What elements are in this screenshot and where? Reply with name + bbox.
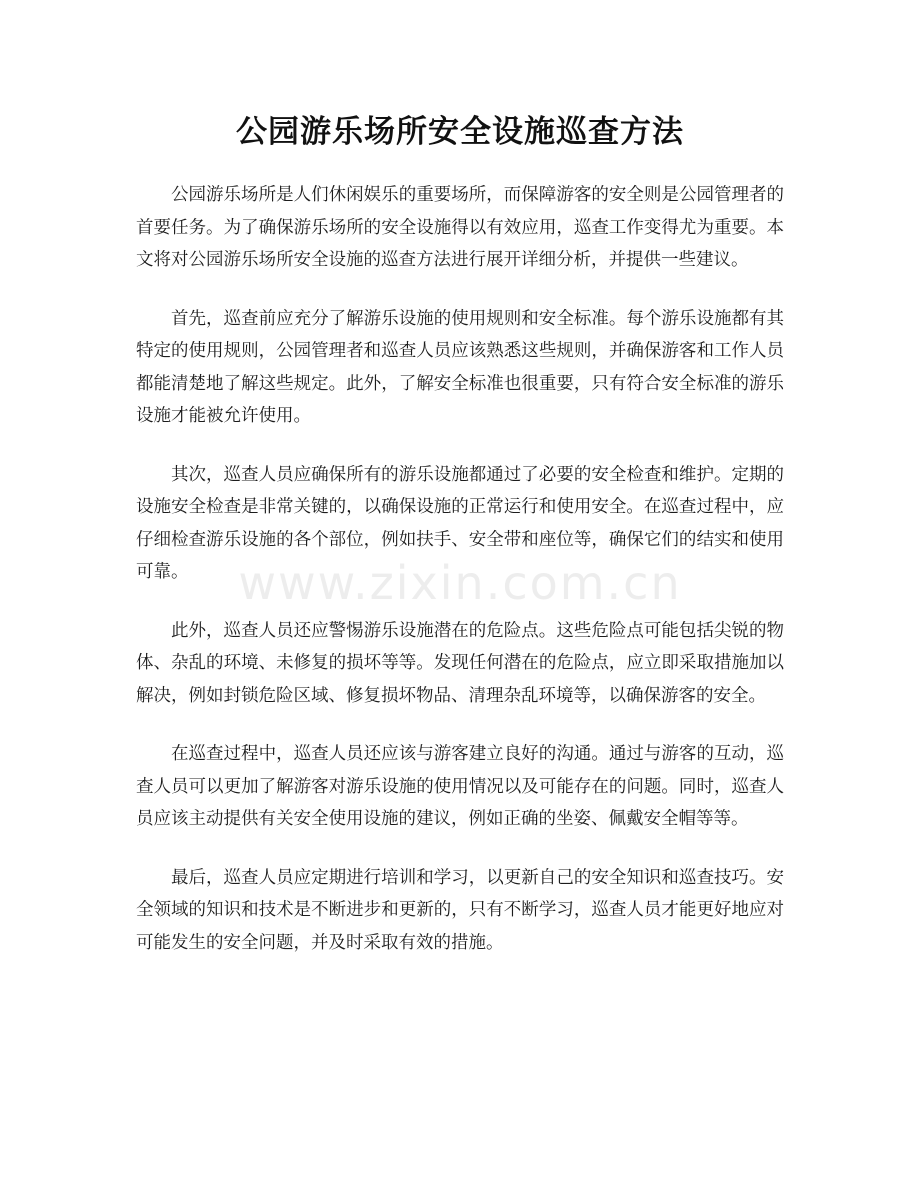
watermark: www.zixin.com.cn <box>238 556 682 610</box>
paragraph-3: 其次，巡查人员应确保所有的游乐设施都通过了必要的安全检查和维护。定期的设施安全检查是非常关键的，以确保设施的正常运行和使用安全。在巡查过程中，应仔细检查游乐设施的各个部位，例如扶手、安全带和座位等，确保它们的结实和使用可靠。 <box>136 464 784 582</box>
paragraph-4: 此外，巡查人员还应警惕游乐设施潜在的危险点。这些危险点可能包括尖锐的物体、杂乱的环境、未修复的损坏等等。发现任何潜在的危险点，应立即采取措施加以解决，例如封锁危险区域、修复损坏物品、清理杂乱环境等，以确保游客的安全。 <box>136 620 784 706</box>
paragraph-6: 最后，巡查人员应定期进行培训和学习，以更新自己的安全知识和巡查技巧。安全领域的知识和技术是不断进步和更新的，只有不断学习，巡查人员才能更好地应对可能发生的安全问题，并及时采取有效的措施。 <box>136 867 784 953</box>
paragraph-1: 公园游乐场所是人们休闲娱乐的重要场所，而保障游客的安全则是公园管理者的首要任务。为了确保游乐场所的安全设施得以有效应用，巡查工作变得尤为重要。本文将对公园游乐场所安全设施的巡查方法进行展开详细分析，并提供一些建议。 <box>136 185 784 270</box>
document-title: 公园游乐场所安全设施巡查方法 <box>236 114 684 150</box>
paragraph-5: 在巡查过程中，巡查人员还应该与游客建立良好的沟通。通过与游客的互动，巡查人员可以更加了解游客对游乐设施的使用情况以及可能存在的问题。同时，巡查人员应该主动提供有关安全使用设施的建议，例如正确的坐姿、佩戴安全帽等等。 <box>136 744 784 829</box>
paragraph-2: 首先，巡查前应充分了解游乐设施的使用规则和安全标准。每个游乐设施都有其特定的使用规则，公园管理者和巡查人员应该熟悉这些规则，并确保游客和工作人员都能清楚地了解这些规定。此外，了解安全标准也很重要，只有符合安全标准的游乐设施才能被允许使用。 <box>136 308 784 426</box>
document-body <box>136 179 784 959</box>
